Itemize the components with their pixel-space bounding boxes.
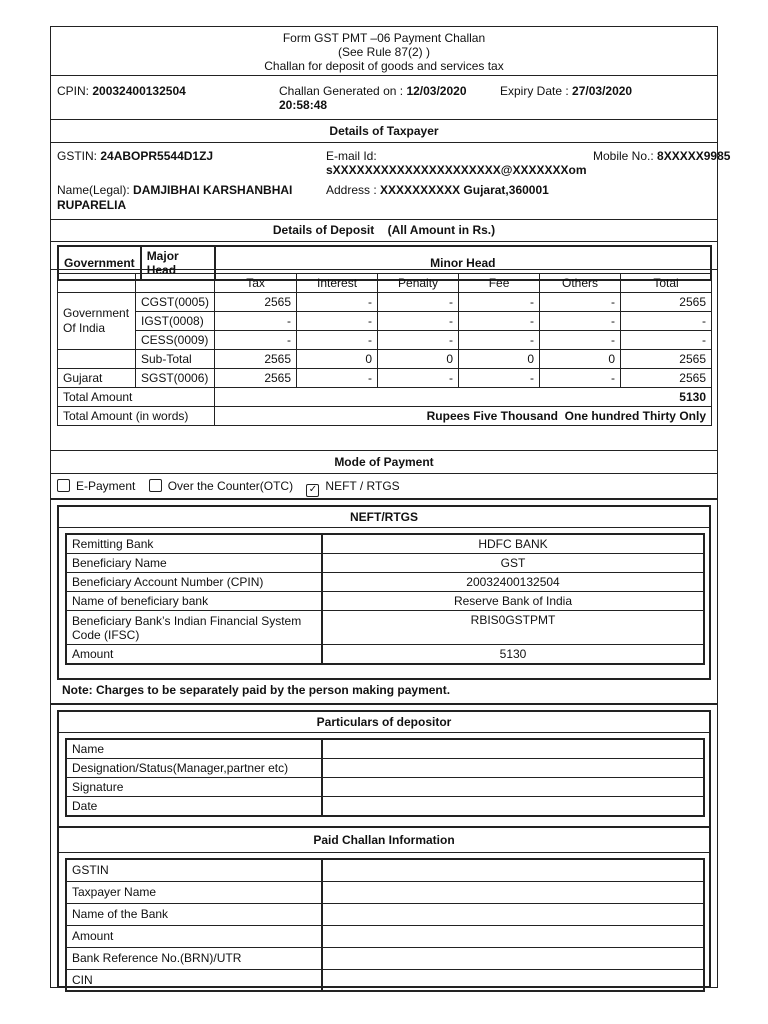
table-row: Amount 5130 (66, 645, 704, 665)
cpin: CPIN: 20032400132504 (57, 84, 186, 98)
table-row: Beneficiary Bank’s Indian Financial System Code (IFSC) RBIS0GSTPMT (66, 611, 704, 645)
paid-bank-name-field[interactable] (322, 903, 704, 925)
depositor-section (51, 708, 717, 987)
total-amount-value: 5130 (215, 388, 712, 407)
table-row: Date (66, 797, 704, 817)
table-row: Government Of India CGST(0005) 2565 - - - - 2565 (58, 293, 712, 312)
table-row: Beneficiary Account Number (CPIN) 20032400132504 (66, 573, 704, 592)
challan-form (50, 26, 731, 988)
email-value: sXXXXXXXXXXXXXXXXXXXXX@XXXXXXXom (326, 163, 587, 177)
col-fee: Fee (459, 274, 540, 293)
head-minor: Minor Head (215, 246, 711, 280)
table-row: Beneficiary Name GST (66, 554, 704, 573)
total-words-row (58, 407, 712, 426)
depositor-designation-field[interactable] (322, 759, 704, 778)
col-tax: Tax (215, 274, 297, 293)
gstin-value: 24ABOPR5544D1ZJ (100, 149, 214, 163)
table-row: Signature (66, 778, 704, 797)
table-row: CIN (66, 969, 704, 991)
paid-amount-field[interactable] (322, 925, 704, 947)
paid-cin-field[interactable] (322, 969, 704, 991)
table-row: CESS(0009) - - - - - - (58, 331, 712, 350)
deposit-section-title: Details of Deposit (All Amount in Rs.) (51, 220, 717, 242)
form-header (51, 27, 717, 76)
table-row: Name of the Bank (66, 903, 704, 925)
table-row: Remitting Bank HDFC BANK (66, 534, 704, 554)
table-row: Name (66, 739, 704, 759)
payment-mode-title: Mode of Payment (51, 451, 717, 474)
taxpayer-section-title: Details of Taxpayer (51, 120, 717, 143)
expiry-date-value: 27/03/2020 (572, 84, 633, 98)
legal-name-line1: DAMJIBHAI KARSHANBHAI (133, 183, 293, 197)
taxpayer-details (51, 143, 731, 220)
head-major: Major Head (141, 246, 215, 280)
table-row: Name of beneficiary bank Reserve Bank of India (66, 592, 704, 611)
neft-table (65, 533, 705, 665)
col-penalty: Penalty (378, 274, 459, 293)
option-neft-rtgs[interactable]: ✓ NEFT / RTGS (306, 479, 399, 493)
deposit-table-area (51, 270, 717, 451)
depositor-table (65, 738, 705, 817)
paid-challan-box (57, 828, 711, 988)
paid-brn-field[interactable] (322, 947, 704, 969)
table-row: Bank Reference No.(BRN)/UTR (66, 947, 704, 969)
table-row: Gujarat SGST(0006) 2565 - - - - 2565 (58, 369, 712, 388)
neft-title: NEFT/RTGS (59, 507, 709, 528)
col-others: Others (540, 274, 621, 293)
checkbox-icon[interactable] (57, 479, 70, 492)
payment-mode-options (51, 474, 717, 500)
depositor-box (57, 710, 711, 828)
total-words-label: Total Amount (in words) (58, 407, 215, 426)
depositor-date-field[interactable] (322, 797, 704, 817)
table-row: Designation/Status(Manager,partner etc) (66, 759, 704, 778)
option-e-payment[interactable]: E-Payment (57, 479, 135, 493)
mobile-value: 8XXXXX9985 (657, 149, 731, 163)
total-amount-label: Total Amount (58, 388, 215, 407)
depositor-signature-field[interactable] (322, 778, 704, 797)
table-row: Taxpayer Name (66, 881, 704, 903)
mobile: Mobile No.: 8XXXXX9985 (593, 149, 731, 163)
table-row: Amount (66, 925, 704, 947)
table-row: IGST(0008) - - - - - - (58, 312, 712, 331)
form-subtitle: Challan for deposit of goods and services tax (264, 59, 504, 73)
neft-box (57, 505, 711, 680)
email: E-mail Id: sXXXXXXXXXXXXXXXXXXXXX@XXXXXXXom (326, 149, 587, 177)
form-title: Form GST PMT –06 Payment Challan (282, 31, 486, 45)
paid-gstin-field[interactable] (322, 859, 704, 881)
option-otc[interactable]: Over the Counter(OTC) (149, 479, 293, 493)
generated-date: 12/03/2020 (406, 84, 467, 98)
gstin: GSTIN: 24ABOPR5544D1ZJ (57, 149, 214, 163)
legal-name: Name(Legal): DAMJIBHAI KARSHANBHAI RUPARELIA (57, 183, 293, 212)
col-total: Total (621, 274, 712, 293)
legal-name-line2: RUPARELIA (57, 198, 127, 212)
depositor-name-field[interactable] (322, 739, 704, 759)
paid-challan-table (65, 858, 705, 992)
generated-time: 20:58:48 (279, 98, 328, 112)
deposit-table (57, 273, 712, 426)
neft-section (51, 500, 717, 705)
paid-taxpayer-name-field[interactable] (322, 881, 704, 903)
paid-challan-title: Paid Challan Information (59, 828, 709, 853)
government-of-india: Government Of India (58, 293, 136, 350)
cpin-value: 20032400132504 (92, 84, 186, 98)
checkbox-checked-icon[interactable]: ✓ (306, 484, 319, 497)
address: Address : XXXXXXXXXX Gujarat,360001 (326, 183, 549, 197)
challan-generated: Challan Generated on : 12/03/2020 20:58:48 (279, 84, 467, 112)
total-words-value: Rupees Five Thousand One hundred Thirty Only (215, 407, 712, 426)
form-rule: (See Rule 87(2) ) (337, 45, 431, 59)
depositor-title: Particulars of depositor (59, 712, 709, 733)
checkbox-icon[interactable] (149, 479, 162, 492)
state-name: Gujarat (58, 369, 136, 388)
total-amount-row (58, 388, 712, 407)
deposit-head-row (51, 242, 717, 277)
col-interest: Interest (297, 274, 378, 293)
charges-note: Note: Charges to be separately paid by the person making payment. (62, 683, 451, 697)
expiry-date: Expiry Date : 27/03/2020 (500, 84, 633, 98)
address-value: XXXXXXXXXX Gujarat,360001 (380, 183, 549, 197)
table-row: Sub-Total 2565 0 0 0 0 2565 (58, 350, 712, 369)
cpin-row (51, 76, 717, 120)
table-row: GSTIN (66, 859, 704, 881)
head-government: Government (58, 246, 141, 280)
